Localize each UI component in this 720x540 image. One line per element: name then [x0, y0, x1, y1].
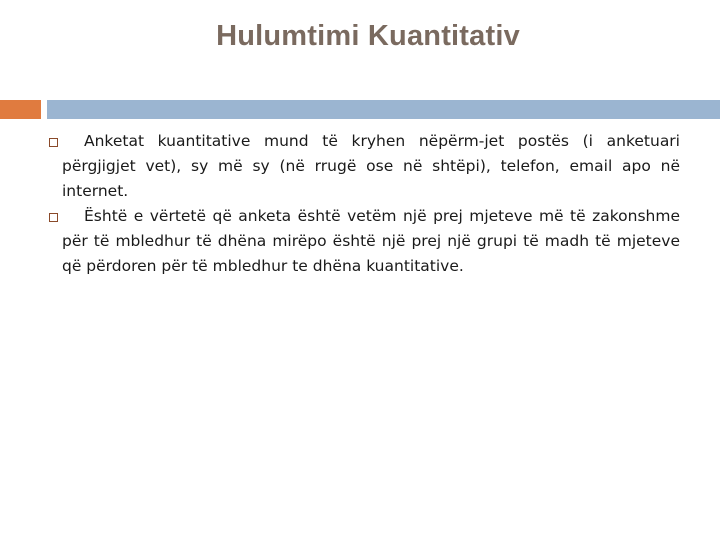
bullet-text [62, 129, 680, 204]
square-bullet-icon [49, 213, 58, 222]
bullet-item [56, 204, 680, 279]
accent-bar-orange [0, 100, 41, 119]
bullet-text-1: Anketat kuantitative mund të kryhen nëpërm-jet postës (i anketuari përgjigjet vet), sy më sy (në rrugë ose në shtëpi), telefon, email apo në internet. [62, 132, 680, 200]
bullet-item [56, 129, 680, 204]
accent-bar-blue [47, 100, 720, 119]
slide-title: Hulumtimi Kuantitativ [216, 20, 520, 52]
square-bullet-icon [49, 138, 58, 147]
slide-content [56, 129, 680, 279]
bullet-text-2: Është e vërtetë që anketa është vetëm një prej mjeteve më të zakonshme për të mbledhur të dhëna mirëpo është një prej një grupi të madh të mjeteve që përdoren për të mbledhur te dhëna kuantitative. [62, 207, 680, 275]
bullet-text [62, 204, 680, 279]
